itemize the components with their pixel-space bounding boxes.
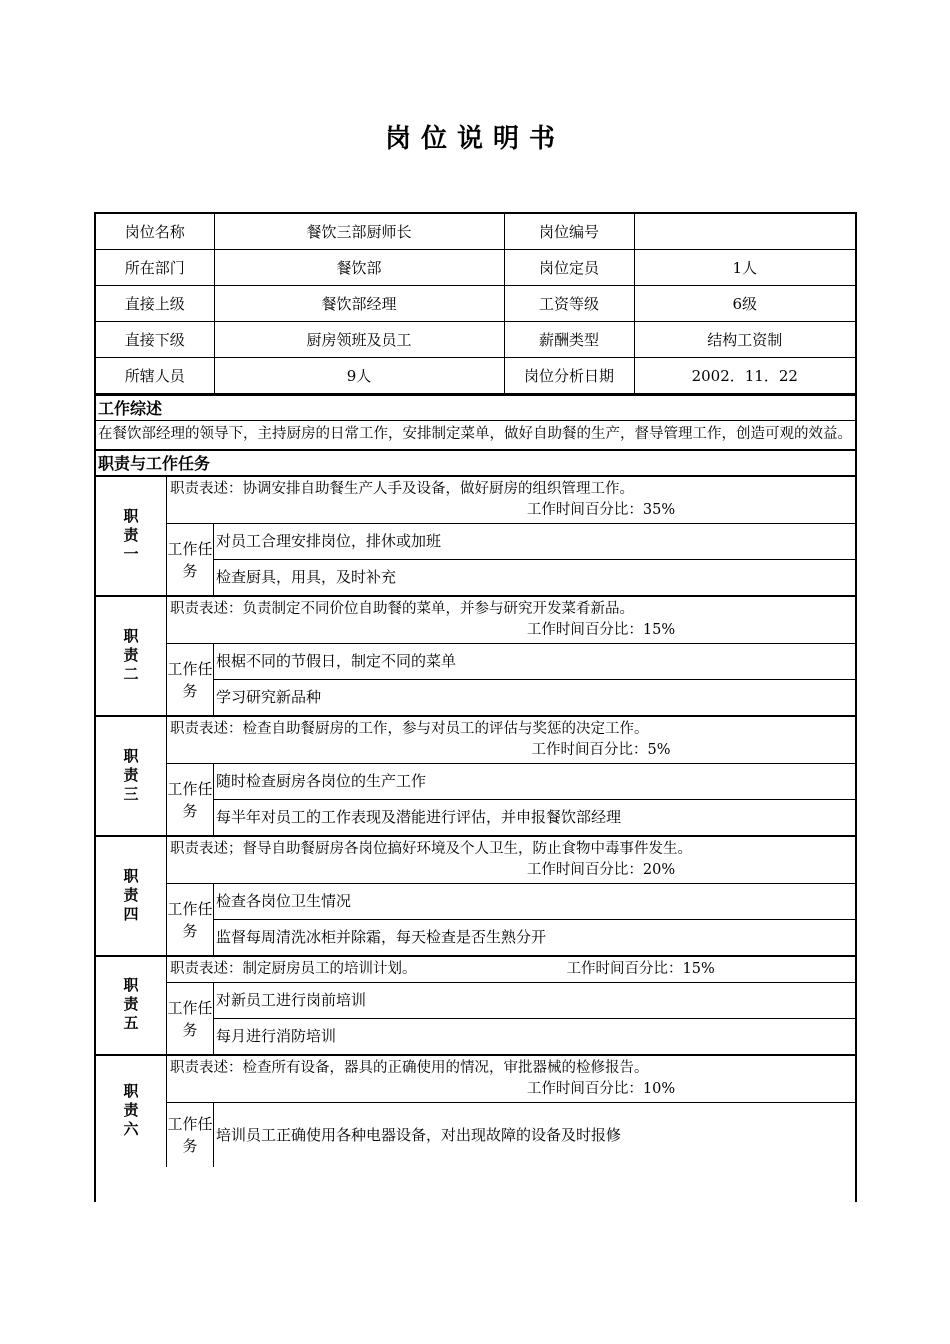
task-item: 每月进行消防培训 (216, 1027, 337, 1045)
field-label: 岗位编号 (504, 214, 634, 250)
tasks-label: 工作任务 (167, 524, 214, 595)
field-value: 餐饮部经理 (214, 286, 504, 322)
duty-time-percent: 工作时间百分比：10% (526, 1081, 676, 1097)
duty-block (96, 835, 855, 955)
task-item: 检查厨具，用具，及时补充 (216, 568, 397, 586)
field-label: 岗位分析日期 (504, 358, 634, 394)
field-label: 所在部门 (96, 250, 214, 286)
table-row (96, 286, 855, 322)
task-item: 对新员工进行岗前培训 (214, 983, 855, 1019)
field-value: 厨房领班及员工 (214, 322, 504, 358)
duty-statement: 职责表述：检查自助餐厨房的工作，参与对员工的评估与奖惩的决定工作。 (170, 721, 649, 737)
duty-time-percent: 工作时间百分比：15% (566, 961, 715, 977)
duty-statement: 职责表述：检查所有设备，器具的正确使用的情况，审批器械的检修报告。 (170, 1060, 649, 1076)
field-label: 薪酬类型 (504, 322, 634, 358)
tasks-label: 工作任务 (167, 1103, 214, 1167)
task-item: 根椐不同的节假日，制定不同的菜单 (214, 644, 855, 680)
field-label: 直接下级 (96, 322, 214, 358)
field-label: 工资等级 (504, 286, 634, 322)
task-item: 培训员工正确使用各种电器设备，对出现故障的设备及时报修 (216, 1126, 622, 1144)
duty-time-percent: 工作时间百分比：20% (526, 862, 676, 878)
tasks-label: 工作任务 (167, 764, 214, 835)
duty-label: 职责五 (121, 977, 140, 1034)
field-label: 所辖人员 (96, 358, 214, 394)
duty-label: 职责四 (121, 867, 140, 925)
field-value (634, 214, 855, 250)
summary-text: 在餐饮部经理的领导下，主持厨房的日常工作，安排制定菜单，做好自助餐的生产，督导管理工作，创造可观的效益。 (96, 420, 855, 449)
table-row (96, 250, 855, 286)
summary-heading: 工作综述 (96, 394, 855, 420)
task-item: 学习研究新品种 (216, 688, 322, 706)
field-label: 岗位定员 (504, 250, 634, 286)
duty-statement: 职责表述：负责制定不同价位自助餐的菜单，并参与研究开发菜肴新品。 (170, 601, 634, 617)
task-item: 对员工合理安排岗位，排休或加班 (214, 524, 855, 560)
field-value: 餐饮三部厨师长 (214, 214, 504, 250)
duty-statement: 职责表述：协调安排自助餐生产人手及设备，做好厨房的组织管理工作。 (170, 481, 634, 497)
job-description-form (94, 212, 857, 1202)
duty-block (96, 595, 855, 715)
tasks-label: 工作任务 (167, 884, 214, 955)
basic-info-table (96, 214, 855, 394)
duty-statement: 职责表述；督导自助餐厨房各岗位搞好环境及个人卫生，防止食物中毒事件发生。 (170, 841, 692, 857)
task-item: 每半年对员工的工作表现及潜能进行评估，并申报餐饮部经理 (216, 808, 622, 826)
duty-block (96, 955, 855, 1054)
duty-label: 职责一 (121, 507, 140, 565)
duty-statement: 职责表述：制定厨房员工的培训计划。 (170, 961, 417, 977)
table-row (96, 358, 855, 394)
field-label: 直接上级 (96, 286, 214, 322)
tasks-label: 工作任务 (167, 644, 214, 715)
duty-label: 职责二 (121, 627, 140, 685)
duty-label: 职责六 (121, 1083, 140, 1140)
field-value: 2002．11．22 (634, 358, 855, 394)
table-row (96, 322, 855, 358)
duty-block (96, 1054, 855, 1167)
task-item: 检查各岗位卫生情况 (214, 884, 855, 920)
task-item: 监督每周清洗冰柜并除霜，每天检查是否生熟分开 (216, 928, 547, 946)
page-title: 岗位说明书 (384, 124, 565, 154)
duty-label: 职责三 (121, 747, 140, 805)
field-value: 1人 (634, 250, 855, 286)
field-value: 6级 (634, 286, 855, 322)
tasks-label: 工作任务 (167, 983, 214, 1054)
duty-time-percent: 工作时间百分比：15% (526, 622, 676, 638)
duty-block (96, 715, 855, 835)
duty-block (96, 475, 855, 595)
field-label: 岗位名称 (96, 214, 214, 250)
duties-heading: 职责与工作任务 (96, 449, 855, 475)
table-row (96, 214, 855, 250)
duty-time-percent: 工作时间百分比：35% (526, 502, 676, 518)
field-value: 结构工资制 (634, 322, 855, 358)
duty-time-percent: 工作时间百分比：5% (531, 742, 671, 758)
field-value: 餐饮部 (214, 250, 504, 286)
task-item: 随时检查厨房各岗位的生产工作 (214, 764, 855, 800)
field-value: 9人 (214, 358, 504, 394)
